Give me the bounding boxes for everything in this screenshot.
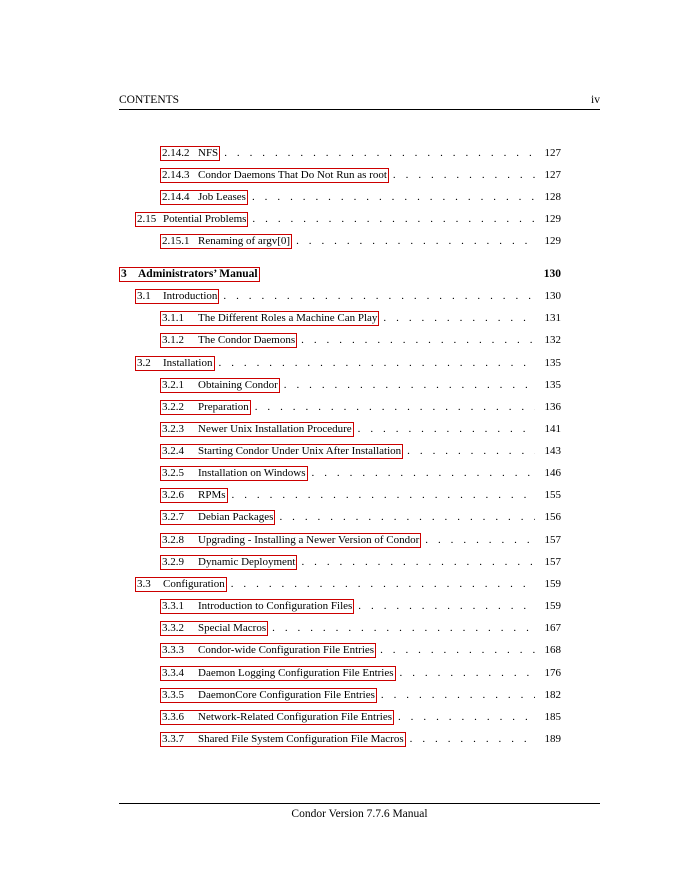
toc-link[interactable] <box>160 488 228 503</box>
toc-entry <box>160 146 561 162</box>
toc-link[interactable] <box>135 212 248 227</box>
toc-link[interactable] <box>160 333 297 348</box>
toc-entry <box>160 378 561 394</box>
toc-page-number: 127 <box>544 147 561 159</box>
toc-entry <box>160 710 561 726</box>
toc-section-number: 3.3.4 <box>162 667 184 679</box>
toc-section-number: 3.2.7 <box>162 511 184 523</box>
page-number: iv <box>591 94 600 106</box>
toc-section-title: Potential Problems <box>163 213 247 225</box>
footer-divider <box>119 803 600 804</box>
toc-section-title: Starting Condor Under Unix After Installation <box>198 445 402 457</box>
toc-section-number: 2.15.1 <box>162 235 190 247</box>
toc-leader-dots <box>301 556 535 568</box>
toc-link[interactable] <box>160 643 376 658</box>
toc-link[interactable] <box>160 168 389 183</box>
toc-section-number: 3.1 <box>137 290 151 302</box>
toc-page-number: 127 <box>544 169 561 181</box>
toc-link[interactable] <box>160 510 275 525</box>
toc-section-number: 3.2.2 <box>162 401 184 413</box>
toc-section-title: Network-Related Configuration File Entries <box>198 711 392 723</box>
toc-link[interactable] <box>135 577 227 592</box>
toc-entry <box>160 688 561 704</box>
toc-link[interactable] <box>160 234 292 249</box>
toc-entry <box>160 666 561 682</box>
toc-section-title: Debian Packages <box>198 511 274 523</box>
toc-page-number: 141 <box>544 423 561 435</box>
toc-leader-dots <box>255 401 535 413</box>
toc-entry <box>160 599 561 615</box>
toc-page-number: 135 <box>544 357 561 369</box>
toc-entry <box>160 732 561 748</box>
toc-leader-dots <box>279 511 535 523</box>
toc-entry <box>160 533 561 549</box>
toc-section-number: 3.3.7 <box>162 733 184 745</box>
toc-section-title: Condor Daemons That Do Not Run as root <box>198 169 387 181</box>
page-footer: Condor Version 7.7.6 Manual <box>291 808 428 820</box>
toc-page-number: 189 <box>544 733 561 745</box>
toc-entry <box>160 466 561 482</box>
toc-section-title: Shared File System Configuration File Macros <box>198 733 404 745</box>
toc-page-number: 182 <box>544 689 561 701</box>
toc-section-title: The Condor Daemons <box>198 334 296 346</box>
toc-leader-dots <box>223 290 535 302</box>
toc-section-number: 3.2.4 <box>162 445 184 457</box>
toc-link[interactable] <box>135 289 219 304</box>
toc-link[interactable] <box>160 599 354 614</box>
toc-section-title: Dynamic Deployment <box>198 556 296 568</box>
toc-leader-dots <box>232 489 535 501</box>
toc-page-number: 136 <box>544 401 561 413</box>
toc-page-number: 185 <box>544 711 561 723</box>
toc-entry <box>160 168 561 184</box>
toc-section-title: Job Leases <box>198 191 246 203</box>
toc-link[interactable] <box>160 555 297 570</box>
toc-page-number: 157 <box>544 534 561 546</box>
toc-leader-dots <box>398 711 535 723</box>
toc-section-number: 3.2.5 <box>162 467 184 479</box>
toc-section-number: 3.3.3 <box>162 644 184 656</box>
toc-link[interactable] <box>160 190 248 205</box>
toc-leader-dots <box>301 334 535 346</box>
toc-section-number: 3.3 <box>137 578 151 590</box>
toc-entry <box>160 643 561 659</box>
toc-page-number: 159 <box>544 600 561 612</box>
toc-page-number: 167 <box>544 622 561 634</box>
toc-page-number: 128 <box>544 191 561 203</box>
toc-section-number: 3.2 <box>137 357 151 369</box>
toc-page-number: 130 <box>543 268 561 280</box>
toc-section-title: Introduction <box>163 290 218 302</box>
toc-page-number: 129 <box>544 213 561 225</box>
toc-leader-dots <box>231 578 535 590</box>
toc-leader-dots <box>272 622 535 634</box>
toc-link[interactable] <box>160 311 379 326</box>
toc-section-number: 3.2.8 <box>162 534 184 546</box>
toc-leader-dots <box>284 379 535 391</box>
toc-page-number: 129 <box>544 235 561 247</box>
toc-section-number: 3.3.6 <box>162 711 184 723</box>
toc-section-title: Installation <box>163 357 213 369</box>
toc-section-title: DaemonCore Configuration File Entries <box>198 689 375 701</box>
toc-section-title: Renaming of argv[0] <box>198 235 291 247</box>
toc-section-title: Preparation <box>198 401 249 413</box>
toc-section-number: 3.2.1 <box>162 379 184 391</box>
toc-leader-dots <box>219 357 536 369</box>
toc-entry <box>135 356 561 372</box>
toc-page-number: 131 <box>544 312 561 324</box>
toc-link[interactable] <box>119 267 260 282</box>
toc-section-title: Configuration <box>163 578 225 590</box>
toc-leader-dots <box>407 445 535 457</box>
toc-entry <box>160 510 561 526</box>
toc-leader-dots <box>296 235 535 247</box>
toc-link[interactable] <box>160 146 220 161</box>
toc-section-number: 2.14.3 <box>162 169 190 181</box>
toc-section-number: 3.1.1 <box>162 312 184 324</box>
toc-entry <box>160 555 561 571</box>
toc-page-number: 135 <box>544 379 561 391</box>
toc-link[interactable] <box>135 356 215 371</box>
toc-page-number: 146 <box>544 467 561 479</box>
toc-section-number: 3.3.5 <box>162 689 184 701</box>
toc-section-number: 3.2.6 <box>162 489 184 501</box>
toc-section-number: 2.14.2 <box>162 147 190 159</box>
toc-page-number: 130 <box>544 290 561 302</box>
toc-leader-dots <box>224 147 535 159</box>
toc-entry <box>160 422 561 438</box>
toc-leader-dots <box>400 667 535 679</box>
toc-page-number: 132 <box>544 334 561 346</box>
toc-section-number: 2.14.4 <box>162 191 190 203</box>
toc-section-number: 3.2.9 <box>162 556 184 568</box>
toc-page-number: 155 <box>544 489 561 501</box>
toc-leader-dots <box>393 169 535 181</box>
toc-section-number: 3 <box>121 268 127 280</box>
toc-link[interactable] <box>160 400 251 415</box>
toc-section-number: 2.15 <box>137 213 157 225</box>
toc-link[interactable] <box>160 710 394 725</box>
toc-entry <box>160 311 561 327</box>
toc-entry <box>135 289 561 305</box>
toc-link[interactable] <box>160 466 308 481</box>
running-title: CONTENTS <box>119 94 180 106</box>
toc-page-number: 143 <box>544 445 561 457</box>
toc-leader-dots <box>381 689 535 701</box>
toc-section-number: 3.3.2 <box>162 622 184 634</box>
toc-page-number: 176 <box>544 667 561 679</box>
toc-link[interactable] <box>160 621 268 636</box>
toc-leader-dots <box>252 213 535 225</box>
toc-link[interactable] <box>160 533 421 548</box>
toc-section-title: RPMs <box>198 489 226 501</box>
toc-entry <box>160 621 561 637</box>
toc-leader-dots <box>252 191 535 203</box>
toc-page-number: 159 <box>544 578 561 590</box>
toc-leader-dots <box>358 600 535 612</box>
toc-leader-dots <box>380 644 535 656</box>
toc-entry <box>135 212 561 228</box>
toc-link[interactable] <box>160 378 280 393</box>
toc-section-title: Upgrading - Installing a Newer Version of Condor <box>198 534 420 546</box>
toc-section-title: Condor-wide Configuration File Entries <box>198 644 375 656</box>
toc-entry <box>160 400 561 416</box>
toc-section-number: 3.2.3 <box>162 423 184 435</box>
toc-entry <box>160 190 561 206</box>
toc-section-title: Special Macros <box>198 622 267 634</box>
toc-section-title: NFS <box>198 147 219 159</box>
toc-entry <box>160 333 561 349</box>
toc-leader-dots <box>358 423 535 435</box>
toc-section-title: Daemon Logging Configuration File Entries <box>198 667 394 679</box>
toc-page-number: 156 <box>544 511 561 523</box>
toc-link[interactable] <box>160 688 377 703</box>
toc-link[interactable] <box>160 444 403 459</box>
toc-link[interactable] <box>160 666 396 681</box>
toc-page-number: 168 <box>544 644 561 656</box>
toc-section-number: 3.3.1 <box>162 600 184 612</box>
toc-leader-dots <box>383 312 535 324</box>
toc-page-number: 157 <box>544 556 561 568</box>
toc-section-title: Installation on Windows <box>198 467 306 479</box>
toc-entry <box>160 444 561 460</box>
toc-leader-dots <box>425 534 535 546</box>
toc-section-title: Newer Unix Installation Procedure <box>198 423 352 435</box>
toc-section-title: Administrators’ Manual <box>138 268 258 280</box>
toc-entry <box>135 577 561 593</box>
toc-section-title: The Different Roles a Machine Can Play <box>198 312 378 324</box>
toc-leader-dots <box>312 467 535 479</box>
toc-section-title: Obtaining Condor <box>198 379 278 391</box>
toc-leader-dots <box>410 733 535 745</box>
toc-entry <box>160 488 561 504</box>
toc-entry <box>119 267 561 283</box>
toc-link[interactable] <box>160 422 354 437</box>
toc-section-number: 3.1.2 <box>162 334 184 346</box>
toc-entry <box>160 234 561 250</box>
toc-section-title: Introduction to Configuration Files <box>198 600 353 612</box>
toc-link[interactable] <box>160 732 406 747</box>
